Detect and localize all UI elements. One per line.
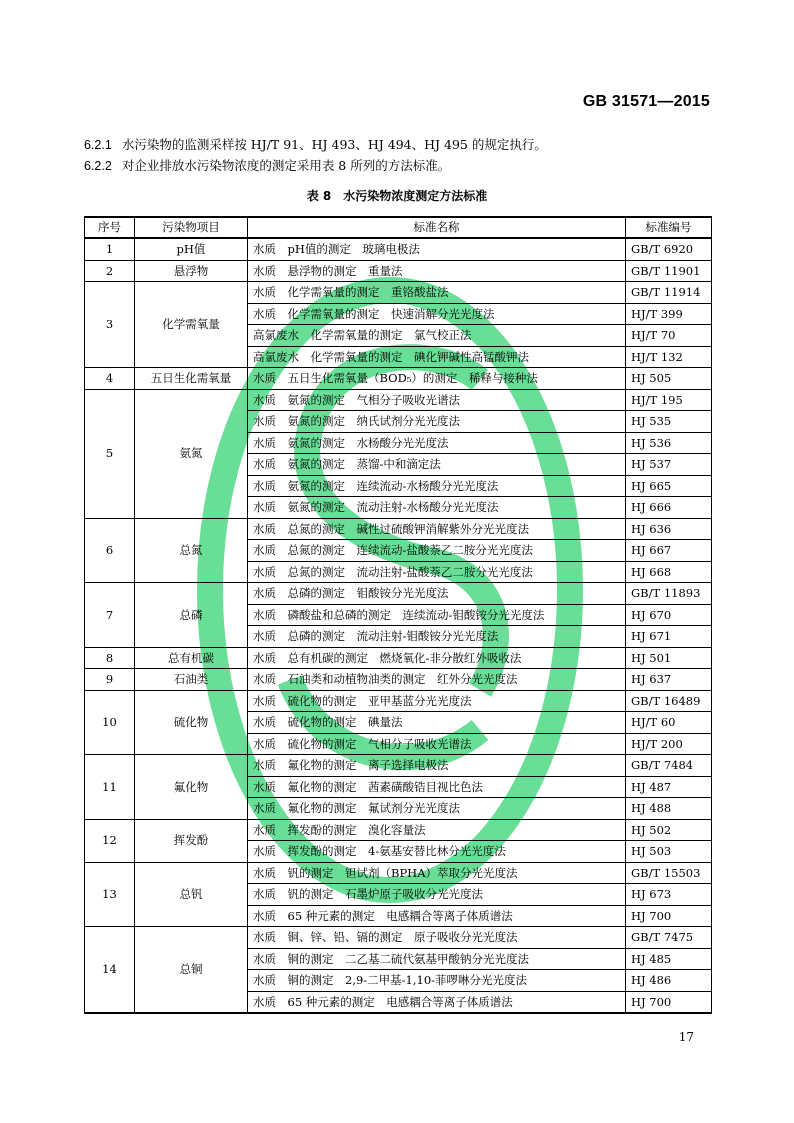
cell-seq: 9 — [85, 669, 135, 691]
cell-standard-name: 水质 磷酸盐和总磷的测定 连续流动-钼酸铵分光光度法 — [248, 604, 626, 626]
cell-standard-code: HJ 486 — [626, 970, 712, 992]
cell-standard-code: HJ 487 — [626, 776, 712, 798]
cell-seq: 6 — [85, 518, 135, 583]
cell-standard-code: HJ 503 — [626, 841, 712, 863]
cell-pollutant: 化学需氧量 — [135, 282, 248, 368]
cell-pollutant: 总磷 — [135, 583, 248, 648]
cell-standard-code: HJ 536 — [626, 432, 712, 454]
cell-standard-code: HJ 671 — [626, 626, 712, 648]
table-header-row — [85, 217, 712, 238]
cell-standard-code: HJ 637 — [626, 669, 712, 691]
cell-standard-name: 高氯废水 化学需氧量的测定 氯气校正法 — [248, 325, 626, 347]
cell-standard-name: 水质 氨氮的测定 流动注射-水杨酸分光光度法 — [248, 497, 626, 519]
cell-standard-name: 水质 氨氮的测定 纳氏试剂分光光度法 — [248, 411, 626, 433]
table-row — [85, 282, 712, 304]
table-row — [85, 518, 712, 540]
cell-standard-code: HJ/T 195 — [626, 389, 712, 411]
table-row — [85, 669, 712, 691]
page-number: 17 — [678, 1030, 694, 1044]
table-caption — [0, 187, 794, 204]
cell-standard-name: 高氯废水 化学需氧量的测定 碘化钾碱性高锰酸钾法 — [248, 346, 626, 368]
clause-number: 6.2.2 — [84, 159, 112, 173]
method-standards-table — [84, 216, 712, 1014]
cell-seq: 2 — [85, 260, 135, 282]
cell-standard-code: GB/T 7484 — [626, 755, 712, 777]
cell-standard-code: HJ 636 — [626, 518, 712, 540]
cell-standard-code: GB/T 7475 — [626, 927, 712, 949]
cell-standard-code: HJ 700 — [626, 991, 712, 1013]
cell-standard-code: HJ/T 60 — [626, 712, 712, 734]
table-caption-number: 表 8 — [306, 189, 332, 203]
cell-standard-name: 水质 65 种元素的测定 电感耦合等离子体质谱法 — [248, 991, 626, 1013]
table-row — [85, 583, 712, 605]
table-row — [85, 755, 712, 777]
cell-standard-name: 水质 硫化物的测定 碘量法 — [248, 712, 626, 734]
cell-pollutant: 总铜 — [135, 927, 248, 1014]
cell-seq: 13 — [85, 862, 135, 927]
cell-standard-code: HJ 668 — [626, 561, 712, 583]
table-row — [85, 819, 712, 841]
cell-standard-code: HJ/T 200 — [626, 733, 712, 755]
cell-pollutant: 总有机碳 — [135, 647, 248, 669]
cell-pollutant: 总氮 — [135, 518, 248, 583]
table-row — [85, 690, 712, 712]
cell-standard-code: GB/T 16489 — [626, 690, 712, 712]
table-row — [85, 927, 712, 949]
standard-number: GB 31571—2015 — [582, 93, 710, 110]
cell-standard-name: 水质 化学需氧量的测定 重铬酸盐法 — [248, 282, 626, 304]
cell-standard-name: 水质 65 种元素的测定 电感耦合等离子体质谱法 — [248, 905, 626, 927]
cell-standard-code: HJ 673 — [626, 884, 712, 906]
cell-pollutant: 硫化物 — [135, 690, 248, 755]
cell-standard-name: 水质 氟化物的测定 氟试剂分光光度法 — [248, 798, 626, 820]
cell-standard-name: 水质 挥发酚的测定 4-氨基安替比林分光光度法 — [248, 841, 626, 863]
cell-standard-code: HJ/T 132 — [626, 346, 712, 368]
cell-standard-code: HJ 505 — [626, 368, 712, 390]
cell-pollutant: 氟化物 — [135, 755, 248, 820]
cell-seq: 4 — [85, 368, 135, 390]
cell-standard-name: 水质 总氮的测定 连续流动-盐酸萘乙二胺分光光度法 — [248, 540, 626, 562]
cell-standard-name: 水质 总磷的测定 钼酸铵分光光度法 — [248, 583, 626, 605]
cell-standard-name: 水质 五日生化需氧量（BOD₅）的测定 稀释与接种法 — [248, 368, 626, 390]
cell-standard-code: GB/T 6920 — [626, 238, 712, 260]
clause-number: 6.2.1 — [84, 138, 112, 152]
cell-standard-name: 水质 钒的测定 石墨炉原子吸收分光光度法 — [248, 884, 626, 906]
cell-pollutant: 五日生化需氧量 — [135, 368, 248, 390]
cell-standard-name: 水质 总磷的测定 流动注射-钼酸铵分光光度法 — [248, 626, 626, 648]
header-pollutant: 污染物项目 — [135, 217, 248, 238]
cell-standard-name: 水质 铜、锌、铅、镉的测定 原子吸收分光光度法 — [248, 927, 626, 949]
cell-standard-code: GB/T 11914 — [626, 282, 712, 304]
cell-standard-code: GB/T 11901 — [626, 260, 712, 282]
table-row — [85, 368, 712, 390]
table-caption-title: 水污染物浓度测定方法标准 — [343, 189, 488, 203]
table-row — [85, 862, 712, 884]
cell-standard-code: HJ/T 399 — [626, 303, 712, 325]
cell-pollutant: 悬浮物 — [135, 260, 248, 282]
cell-standard-name: 水质 挥发酚的测定 溴化容量法 — [248, 819, 626, 841]
cell-standard-code: HJ 535 — [626, 411, 712, 433]
cell-standard-code: HJ 502 — [626, 819, 712, 841]
cell-standard-code: GB/T 15503 — [626, 862, 712, 884]
cell-pollutant: pH值 — [135, 238, 248, 260]
cell-standard-code: HJ 665 — [626, 475, 712, 497]
table-row — [85, 389, 712, 411]
cell-pollutant: 氨氮 — [135, 389, 248, 518]
table-row — [85, 647, 712, 669]
cell-seq: 8 — [85, 647, 135, 669]
header-seq: 序号 — [85, 217, 135, 238]
cell-standard-code: GB/T 11893 — [626, 583, 712, 605]
cell-standard-name: 水质 氨氮的测定 水杨酸分光光度法 — [248, 432, 626, 454]
cell-seq: 12 — [85, 819, 135, 862]
cell-standard-code: HJ 537 — [626, 454, 712, 476]
cell-standard-name: 水质 铜的测定 二乙基二硫代氨基甲酸钠分光光度法 — [248, 948, 626, 970]
cell-standard-code: HJ 488 — [626, 798, 712, 820]
header-standard-code: 标准编号 — [626, 217, 712, 238]
cell-pollutant: 石油类 — [135, 669, 248, 691]
cell-standard-name: 水质 钒的测定 钽试剂（BPHA）萃取分光光度法 — [248, 862, 626, 884]
clause-text: 对企业排放水污染物浓度的测定采用表 8 所列的方法标准。 — [121, 158, 451, 173]
cell-seq: 5 — [85, 389, 135, 518]
cell-standard-name: 水质 悬浮物的测定 重量法 — [248, 260, 626, 282]
cell-standard-name: 水质 氨氮的测定 气相分子吸收光谱法 — [248, 389, 626, 411]
cell-seq: 7 — [85, 583, 135, 648]
cell-standard-name: 水质 总氮的测定 流动注射-盐酸萘乙二胺分光光度法 — [248, 561, 626, 583]
cell-standard-name: 水质 铜的测定 2,9-二甲基-1,10-菲啰啉分光光度法 — [248, 970, 626, 992]
paragraph-6-2-1 — [84, 135, 547, 153]
cell-standard-name: 水质 总有机碳的测定 燃烧氧化-非分散红外吸收法 — [248, 647, 626, 669]
cell-standard-code: HJ 700 — [626, 905, 712, 927]
cell-standard-code: HJ/T 70 — [626, 325, 712, 347]
paragraph-6-2-2 — [84, 156, 450, 174]
clause-text: 水污染物的监测采样按 HJ/T 91、HJ 493、HJ 494、HJ 495 的规定执行。 — [121, 137, 547, 152]
cell-standard-name: 水质 氟化物的测定 茜素磺酸锆目视比色法 — [248, 776, 626, 798]
cell-standard-name: 水质 氟化物的测定 离子选择电极法 — [248, 755, 626, 777]
cell-standard-name: 水质 硫化物的测定 气相分子吸收光谱法 — [248, 733, 626, 755]
cell-standard-code: HJ 501 — [626, 647, 712, 669]
cell-standard-name: 水质 硫化物的测定 亚甲基蓝分光光度法 — [248, 690, 626, 712]
cell-standard-name: 水质 pH值的测定 玻璃电极法 — [248, 238, 626, 260]
cell-pollutant: 总钒 — [135, 862, 248, 927]
cell-standard-name: 水质 氨氮的测定 连续流动-水杨酸分光光度法 — [248, 475, 626, 497]
cell-standard-code: HJ 670 — [626, 604, 712, 626]
cell-standard-name: 水质 氨氮的测定 蒸馏-中和滴定法 — [248, 454, 626, 476]
cell-standard-code: HJ 667 — [626, 540, 712, 562]
cell-seq: 14 — [85, 927, 135, 1014]
table-row — [85, 260, 712, 282]
cell-pollutant: 挥发酚 — [135, 819, 248, 862]
cell-seq: 11 — [85, 755, 135, 820]
cell-standard-name: 水质 化学需氧量的测定 快速消解分光光度法 — [248, 303, 626, 325]
cell-seq: 1 — [85, 238, 135, 260]
table-row — [85, 238, 712, 260]
cell-standard-code: HJ 666 — [626, 497, 712, 519]
cell-standard-code: HJ 485 — [626, 948, 712, 970]
cell-seq: 10 — [85, 690, 135, 755]
cell-seq: 3 — [85, 282, 135, 368]
cell-standard-name: 水质 石油类和动植物油类的测定 红外分光光度法 — [248, 669, 626, 691]
header-standard-name: 标准名称 — [248, 217, 626, 238]
cell-standard-name: 水质 总氮的测定 碱性过硫酸钾消解紫外分光光度法 — [248, 518, 626, 540]
